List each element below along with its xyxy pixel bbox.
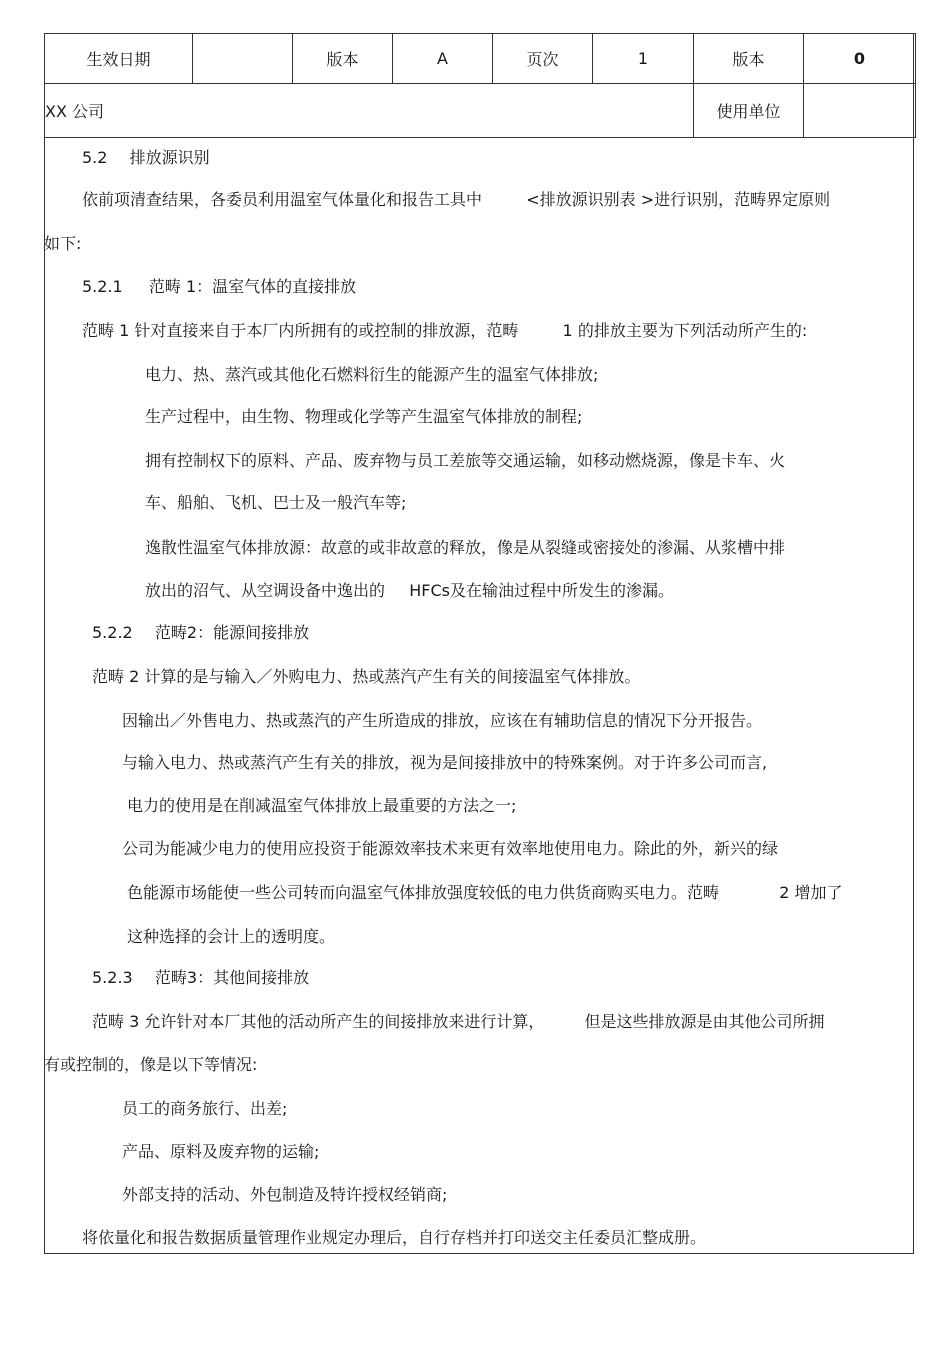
header-table: [44, 33, 916, 138]
list-text: 色能源市场能使一些公司转而向温室气体排放强度较低的电力供货商购买电力。范畴: [127, 883, 720, 902]
list-item: 生产过程中，由生物、物理或化学等产生温室气体排放的制程;: [145, 407, 583, 426]
effective-date-value: [193, 34, 293, 84]
page-label: 页次: [493, 34, 593, 84]
list-text: HFCs: [409, 581, 450, 600]
version-label: 版本: [293, 34, 393, 84]
section-title: 范畴 1：温室气体的直接排放: [148, 277, 357, 296]
section-title: 排放源识别: [129, 148, 210, 167]
section-number: 5.2: [82, 148, 108, 167]
paragraph-text: 1 的排放主要为下列活动所产生的:: [562, 321, 808, 340]
paragraph-1: [82, 189, 830, 211]
effective-date-label: 生效日期: [45, 34, 193, 84]
section-5-2-3-heading: [92, 967, 309, 989]
unit-label: 使用单位: [694, 84, 804, 138]
page-value: 1: [593, 34, 694, 84]
paragraph-4-cont: 有或控制的，像是以下等情况:: [44, 1055, 258, 1074]
paragraph-1-cont: 如下:: [44, 234, 82, 253]
paragraph-text: <排放源识别表 >进行识别，范畴界定原则: [526, 190, 831, 209]
paragraph-text: 范畴 3 允许针对本厂其他的活动所产生的间接排放来进行计算，: [92, 1012, 545, 1031]
list-item: 逸散性温室气体排放源：故意的或非故意的释放，像是从裂缝或密接处的渗漏、从浆槽中排: [145, 538, 786, 557]
list-item: 与输入电力、热或蒸汽产生有关的排放，视为是间接排放中的特殊案例。对于许多公司而言,: [122, 753, 768, 772]
list-item-cont: 车、船舶、飞机、巴士及一般汽车等;: [145, 493, 407, 512]
section-title: 范畴3：其他间接排放: [154, 968, 310, 987]
list-item-cont: [127, 882, 842, 904]
paragraph-text: 但是这些排放源是由其他公司所拥: [584, 1012, 825, 1031]
paragraph-text: 范畴 1 针对直接来自于本厂内所拥有的或控制的排放源，范畴: [82, 321, 519, 340]
list-item: 电力、热、蒸汽或其他化石燃料衍生的能源产生的温室气体排放;: [145, 365, 599, 384]
section-number: 5.2.3: [92, 968, 133, 987]
revision-value: 0: [804, 34, 916, 84]
section-5-2-2-heading: [92, 622, 309, 644]
paragraph-4: [92, 1011, 825, 1033]
list-text: 2 增加了: [779, 883, 843, 902]
list-text: 及在输油过程中所发生的渗漏。: [449, 581, 674, 600]
list-item-cont: 电力的使用是在削减温室气体排放上最重要的方法之一;: [127, 796, 517, 815]
list-item: 外部支持的活动、外包制造及特许授权经销商;: [122, 1185, 448, 1204]
closing-paragraph: 将依量化和报告数据质量管理作业规定办理后，自行存档并打印送交主任委员汇整成册。: [82, 1228, 707, 1247]
list-item-cont: 这种选择的会计上的透明度。: [127, 927, 336, 946]
list-text: 放出的沼气、从空调设备中逸出的: [145, 581, 386, 600]
version-value: A: [393, 34, 493, 84]
list-item: 员工的商务旅行、出差;: [122, 1099, 288, 1118]
section-number: 5.2.2: [92, 623, 133, 642]
section-title: 范畴2：能源间接排放: [154, 623, 310, 642]
paragraph-text: 依前项清查结果，各委员利用温室气体量化和报告工具中: [82, 190, 483, 209]
list-item-cont: [145, 580, 674, 602]
revision-label: 版本: [694, 34, 804, 84]
paragraph-3: 范畴 2 计算的是与输入／外购电力、热或蒸汽产生有关的间接温室气体排放。: [92, 667, 641, 686]
section-5-2-heading: [82, 147, 210, 169]
list-item: 公司为能减少电力的使用应投资于能源效率技术来更有效率地使用电力。除此的外，新兴的绿: [122, 839, 779, 858]
list-item: 拥有控制权下的原料、产品、废弃物与员工差旅等交通运输，如移动燃烧源，像是卡车、火: [145, 451, 786, 470]
list-item: 因输出／外售电力、热或蒸汽的产生所造成的排放，应该在有辅助信息的情况下分开报告。: [122, 711, 763, 730]
paragraph-2: [82, 320, 807, 342]
company-name: XX 公司: [45, 84, 694, 138]
section-number: 5.2.1: [82, 277, 123, 296]
section-5-2-1-heading: [82, 276, 356, 298]
list-item: 产品、原料及废弃物的运输;: [122, 1142, 320, 1161]
unit-value: [804, 84, 916, 138]
